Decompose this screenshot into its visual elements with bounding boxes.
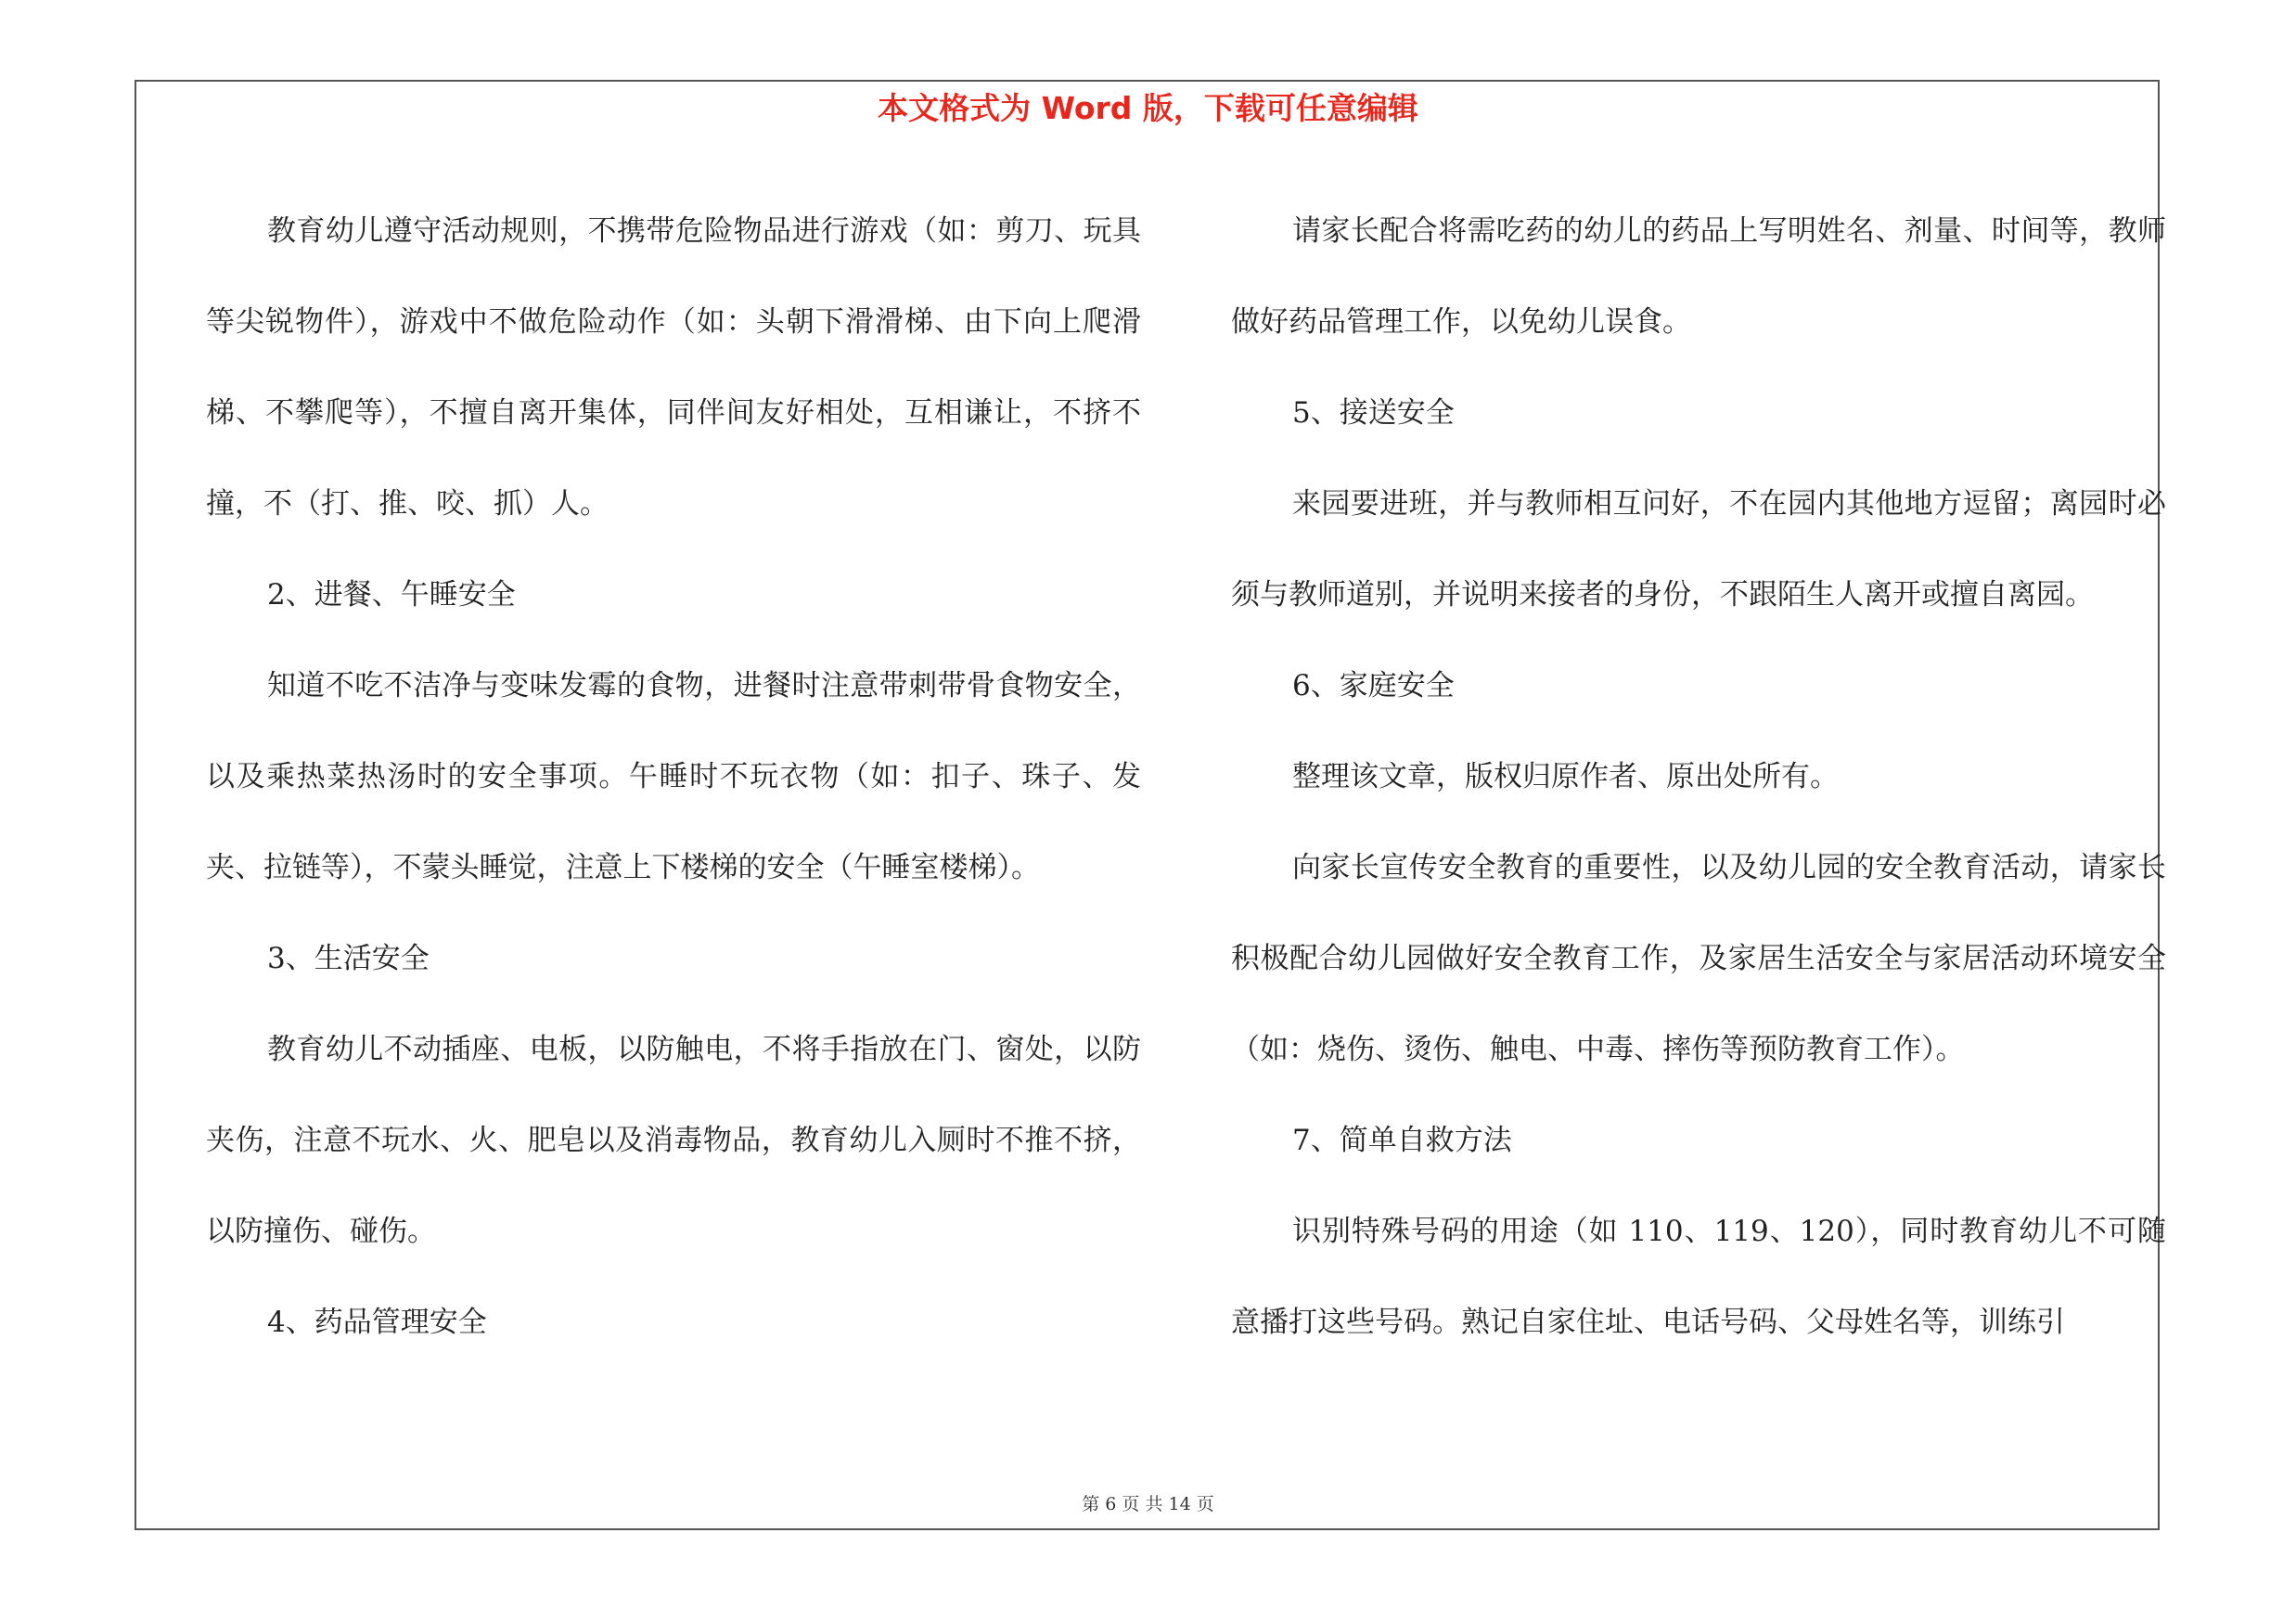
section-heading: 7、简单自救方法 [1292, 1124, 1512, 1157]
left-text-column [206, 186, 1141, 1466]
section-heading: 6、家庭安全 [1292, 669, 1455, 702]
paragraph: 识别特殊号码的用途（如 110、119、120），同时教育幼儿不可随意播打这些号码。熟记自家住址、电话号码、父母姓名等，训练引 [1231, 1215, 2166, 1339]
section-heading: 3、生活安全 [267, 942, 430, 975]
section-heading: 5、接送安全 [1292, 396, 1455, 430]
paragraph: 向家长宣传安全教育的重要性，以及幼儿园的安全教育活动，请家长积极配合幼儿园做好安全教育工作，及家居生活安全与家居活动环境安全（如：烧伤、烫伤、触电、中毒、摔伤等预防教育工作）。 [1231, 851, 2166, 1066]
paragraph: 请家长配合将需吃药的幼儿的药品上写明姓名、剂量、时间等，教师做好药品管理工作，以免幼儿误食。 [1231, 214, 2166, 339]
paragraph: 来园要进班，并与教师相互问好，不在园内其他地方逗留；离园时必须与教师道别，并说明来接者的身份，不跟陌生人离开或擅自离园。 [1231, 487, 2166, 612]
page-number-footer: 第 6 页 共 14 页 [1082, 1494, 1214, 1514]
section-heading: 4、药品管理安全 [267, 1306, 487, 1339]
paragraph: 整理该文章，版权归原作者、原出处所有。 [1292, 760, 1839, 793]
paragraph: 知道不吃不洁净与变味发霉的食物，进餐时注意带刺带骨食物安全，以及乘热菜热汤时的安全事项。午睡时不玩衣物（如：扣子、珠子、发夹、拉链等），不蒙头睡觉，注意上下楼梯的安全（午睡室楼梯）。 [206, 669, 1141, 884]
paragraph: 教育幼儿遵守活动规则，不携带危险物品进行游戏（如：剪刀、玩具等尖锐物件），游戏中不做危险动作（如：头朝下滑滑梯、由下向上爬滑梯、不攀爬等），不擅自离开集体，同伴间友好相处，互相谦让，不挤不撞，不（打、推、咬、抓）人。 [206, 214, 1141, 521]
section-heading: 2、进餐、午睡安全 [267, 578, 516, 612]
word-format-banner: 本文格式为 Word 版，下载可任意编辑 [878, 90, 1418, 126]
paragraph: 教育幼儿不动插座、电板，以防触电，不将手指放在门、窗处，以防夹伤，注意不玩水、火、肥皂以及消毒物品，教育幼儿入厕时不推不挤，以防撞伤、碰伤。 [206, 1033, 1141, 1248]
right-text-column [1231, 186, 2166, 1466]
